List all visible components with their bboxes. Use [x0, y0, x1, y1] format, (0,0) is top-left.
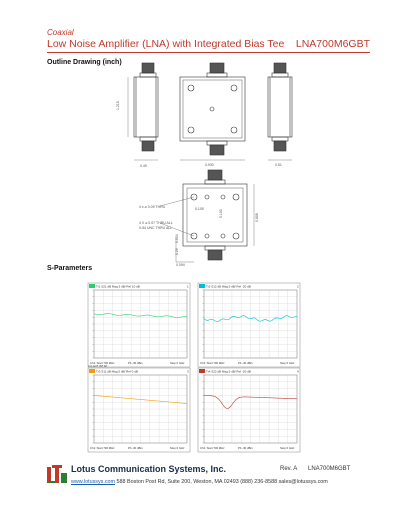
dim-right-width: 0.51	[275, 163, 282, 167]
chart-header: Tr3 S11 dB Mag 5 dB/ Ref 0 dB	[96, 369, 138, 374]
footer-part-number: LNA700M6GBT	[308, 466, 351, 472]
website-link[interactable]: www.lotussys.com	[71, 479, 116, 485]
footer-address: 588 Boston Post Rd, Suite 200, Weston, MA 02493 (888) 236-8588 sales@lotussys.com	[115, 479, 328, 485]
part-number: LNA700M6GBT	[295, 38, 370, 50]
chart-footer-stop: Stop 6 GHz	[280, 361, 295, 365]
footer-contact	[71, 479, 328, 485]
trace-color-box	[89, 369, 95, 373]
dim-bottom-offset: 0.105	[195, 207, 204, 211]
chart-header: Tr2 S12 dB Mag 5 dB/ Ref -20 dB	[206, 284, 251, 289]
chart-s22	[198, 368, 300, 452]
dim-bottom-inner: 0.100	[219, 209, 223, 218]
chart-footer-stop: Stop 6 GHz	[170, 361, 185, 365]
trace-color-box	[89, 284, 95, 288]
chart-footer-power: Pb -30 dBm	[238, 361, 253, 365]
chart-footer-stop: Stop 6 GHz	[280, 446, 295, 450]
outline-heading: Outline Drawing (inch)	[47, 59, 122, 66]
chart-index: 4	[297, 369, 299, 374]
dim-tapped-1: 4 X ⌀ 0.07 THRU ALL	[139, 221, 173, 225]
chart-s11	[88, 368, 190, 452]
dim-side-width: 0.49	[140, 164, 147, 168]
dim-top-width: 0.930	[205, 163, 214, 167]
dim-b2: 0.20	[175, 248, 179, 255]
dim-bottom-height: 0.808	[255, 213, 259, 222]
sparams-heading: S-Parameters	[47, 265, 93, 272]
dim-tapped-2: 0-54 UNC THRU ALL	[139, 226, 173, 230]
status-bar: LCL EXT INT IM	[88, 365, 107, 368]
chart-index: 1	[187, 284, 189, 289]
chart-footer-start: Ch1: Start 700 MHz	[90, 446, 115, 450]
trace-color-box	[199, 369, 205, 373]
dim-thru-holes: 4 x ⌀ 0.09 THRU	[139, 205, 166, 209]
dim-height: 1.215	[116, 101, 120, 110]
chart-footer-power: Pb -30 dBm	[128, 361, 143, 365]
chart-s12	[198, 283, 300, 367]
chart-footer-start: Ch1: Start 700 MHz	[90, 361, 115, 365]
chart-header: Tr1 S21 dB Mag 5 dB/ Ref 10 dB	[96, 284, 140, 289]
footer-company: Lotus Communication Systems, Inc.	[71, 464, 227, 474]
product-title: Low Noise Amplifier (LNA) with Integrated Bias Tee	[47, 38, 285, 50]
product-category: Coaxial	[47, 28, 74, 37]
chart-footer-start: Ch1: Start 700 MHz	[200, 446, 225, 450]
chart-footer-start: Ch1: Start 700 MHz	[200, 361, 225, 365]
chart-footer-power: Pb -30 dBm	[128, 446, 143, 450]
dim-b1: 0.054	[175, 234, 179, 243]
company-logo	[46, 463, 68, 485]
trace-color-box	[199, 284, 205, 288]
chart-index: 2	[297, 284, 299, 289]
chart-index: 3	[187, 369, 189, 374]
footer-rev: Rev. A	[280, 466, 298, 472]
chart-footer-stop: Stop 6 GHz	[170, 446, 185, 450]
chart-footer-power: Pb -30 dBm	[238, 446, 253, 450]
dim-b3: 0.094	[176, 263, 185, 267]
chart-header: Tr4 S22 dB Mag 5 dB/ Ref -20 dB	[206, 369, 251, 374]
chart-s21	[88, 283, 190, 367]
